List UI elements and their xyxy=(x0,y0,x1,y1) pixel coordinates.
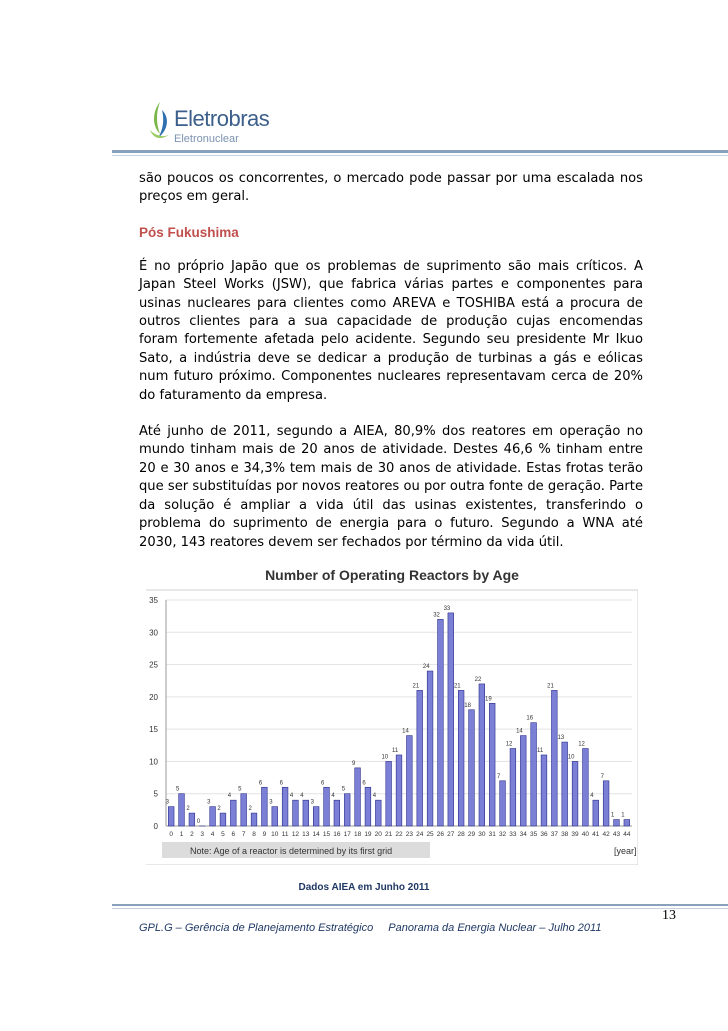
x-tick-label: 7 xyxy=(241,831,246,838)
bar-value-label: 14 xyxy=(516,728,523,735)
bar xyxy=(593,800,599,826)
chart-title: Number of Operating Reactors by Age xyxy=(265,567,519,583)
bar-value-label: 6 xyxy=(362,780,366,787)
bar-value-label: 22 xyxy=(474,676,482,683)
footer-report-title: Panorama da Energia Nuclear – Julho 2011 xyxy=(388,922,602,934)
bar-value-label: 4 xyxy=(289,793,294,800)
bar xyxy=(168,807,174,826)
x-tick-label: 8 xyxy=(252,831,256,838)
leaf-logo-icon xyxy=(146,100,174,144)
x-tick-label: 36 xyxy=(540,831,548,838)
bar xyxy=(179,794,185,826)
bar xyxy=(251,813,257,826)
bar xyxy=(396,755,402,826)
x-tick-label: 15 xyxy=(322,831,331,838)
bar-value-label: 6 xyxy=(320,780,325,787)
x-tick-label: 34 xyxy=(519,831,527,838)
bar xyxy=(282,787,288,826)
x-tick-label: 1 xyxy=(179,831,184,838)
x-tick-label: 22 xyxy=(395,831,403,838)
x-axis-label: [year] xyxy=(614,846,637,856)
bar xyxy=(313,807,319,826)
x-tick-label: 40 xyxy=(581,831,590,838)
bar-value-label: 1 xyxy=(610,812,615,819)
bar xyxy=(262,787,268,826)
chart-caption: Dados AIEA em Junho 2011 xyxy=(298,882,430,893)
bar-value-label: 4 xyxy=(300,793,304,800)
bar xyxy=(551,690,557,826)
bar xyxy=(603,781,609,826)
page-number: 13 xyxy=(662,908,676,923)
bar-value-label: 6 xyxy=(279,780,283,787)
x-tick-label: 3 xyxy=(200,831,205,838)
bar xyxy=(324,787,330,826)
y-tick-label: 0 xyxy=(153,822,158,831)
footer-rule xyxy=(112,904,728,906)
bar xyxy=(531,723,537,826)
bar xyxy=(520,736,526,826)
bar xyxy=(489,703,495,826)
bar-value-label: 4 xyxy=(227,793,232,800)
bar-value-label: 5 xyxy=(341,786,346,793)
bar xyxy=(220,813,226,826)
bar xyxy=(541,755,547,826)
bar-value-label: 33 xyxy=(443,605,451,612)
header-rule xyxy=(112,150,728,153)
bar-value-label: 19 xyxy=(485,696,492,703)
x-tick-label: 16 xyxy=(333,831,341,838)
bar-value-label: 2 xyxy=(186,806,190,813)
x-tick-label: 4 xyxy=(210,831,215,838)
footer-rule-thin xyxy=(112,908,728,909)
bar-value-label: 21 xyxy=(412,683,420,690)
x-tick-label: 26 xyxy=(436,831,445,838)
x-tick-label: 14 xyxy=(312,831,320,838)
bar-value-label: 6 xyxy=(258,780,263,787)
paragraph-jsw: É no próprio Japão que os problemas de suprimento são mais críticos. A Japan Steel Works (JSW), que fabrica várias partes e componentes para usinas nucleares para clientes como AREVA e TOSHIBA está a procura de outros clientes para a sua capacidade de produção cujas encomendas foram fortemente afetada pelo acidente. Segundo seu presidente Mr Ikuo Sato, a indústria deve se dedicar a produção de turbinas a gás e eólicas num futuro próximo. Componentes nucleares representavam cerca de 20% do faturamento da empresa. xyxy=(139,258,643,403)
bar xyxy=(355,768,361,826)
x-tick-label: 12 xyxy=(291,831,300,838)
bar xyxy=(510,749,516,826)
bar xyxy=(344,794,350,826)
bar-value-label: 11 xyxy=(537,747,544,754)
x-tick-label: 35 xyxy=(530,831,538,838)
bar-value-label: 9 xyxy=(352,760,356,767)
bar xyxy=(407,736,413,826)
x-tick-label: 9 xyxy=(262,831,267,838)
bar xyxy=(189,813,195,826)
bar xyxy=(624,820,630,826)
y-tick-label: 30 xyxy=(149,628,158,638)
bar xyxy=(572,761,578,826)
x-tick-label: 18 xyxy=(353,831,362,838)
x-tick-label: 33 xyxy=(509,831,517,838)
bar-value-label: 7 xyxy=(497,773,501,780)
bar-value-label: 4 xyxy=(590,793,594,800)
x-tick-label: 21 xyxy=(385,831,393,838)
footer-department: GPL.G – Gerência de Planejamento Estratégico xyxy=(139,922,374,934)
bar xyxy=(241,794,247,826)
section-heading: Pós Fukushima xyxy=(139,224,239,240)
bar-value-label: 10 xyxy=(567,754,575,761)
bar xyxy=(583,749,589,826)
x-tick-label: 17 xyxy=(343,831,351,838)
x-tick-label: 11 xyxy=(281,831,289,838)
x-tick-label: 43 xyxy=(612,831,621,838)
x-tick-label: 19 xyxy=(364,831,372,838)
bar-value-label: 7 xyxy=(600,773,604,780)
bar xyxy=(303,800,309,826)
y-tick-label: 5 xyxy=(153,789,158,799)
x-tick-label: 39 xyxy=(571,831,579,838)
bar-value-label: 16 xyxy=(526,715,534,722)
x-tick-label: 38 xyxy=(561,831,569,838)
x-tick-label: 30 xyxy=(478,831,486,838)
bar xyxy=(386,761,392,826)
company-logo xyxy=(146,100,286,152)
bar-value-label: 18 xyxy=(464,702,471,709)
x-tick-label: 24 xyxy=(416,831,424,838)
bar-value-label: 3 xyxy=(310,799,314,806)
header-rule-thin xyxy=(112,155,728,156)
bar-value-label: 11 xyxy=(392,747,399,754)
bar-value-label: 5 xyxy=(238,786,242,793)
bar xyxy=(448,613,454,826)
bar xyxy=(614,820,620,826)
bar-value-label: 12 xyxy=(505,741,513,748)
bar xyxy=(334,800,340,826)
x-tick-label: 25 xyxy=(426,831,434,838)
document-body xyxy=(139,170,643,552)
bar xyxy=(365,787,371,826)
bar xyxy=(427,671,433,826)
bar-value-label: 3 xyxy=(165,799,170,806)
x-tick-label: 29 xyxy=(467,831,476,838)
bar xyxy=(438,619,444,826)
x-tick-label: 6 xyxy=(231,831,236,838)
y-tick-label: 25 xyxy=(149,660,158,670)
x-tick-label: 10 xyxy=(271,831,279,838)
x-tick-label: 37 xyxy=(550,831,558,838)
bar xyxy=(210,807,216,826)
bar-value-label: 2 xyxy=(248,806,252,813)
bar-value-label: 10 xyxy=(381,754,389,761)
bar xyxy=(272,807,278,826)
bar xyxy=(230,800,236,826)
bar xyxy=(375,800,381,826)
bar-value-label: 21 xyxy=(453,683,461,690)
bar-value-label: 24 xyxy=(422,664,430,671)
x-tick-label: 0 xyxy=(169,831,173,838)
x-tick-label: 41 xyxy=(592,831,600,838)
bar-value-label: 4 xyxy=(331,793,335,800)
y-tick-label: 20 xyxy=(149,692,158,702)
x-tick-label: 44 xyxy=(623,831,631,838)
bar-value-label: 13 xyxy=(557,735,565,742)
footer-text xyxy=(139,922,601,934)
bar xyxy=(562,742,568,826)
bar-value-label: 5 xyxy=(176,786,180,793)
x-tick-label: 28 xyxy=(457,831,465,838)
x-tick-label: 23 xyxy=(405,831,413,838)
bar-value-label: 21 xyxy=(547,683,554,690)
bar xyxy=(417,690,423,826)
bar xyxy=(469,710,475,826)
x-tick-label: 32 xyxy=(498,831,507,838)
bar xyxy=(458,690,464,826)
bar-value-label: 3 xyxy=(207,799,211,806)
intro-paragraph: são poucos os concorrentes, o mercado pode passar por uma escalada nos preços em geral. xyxy=(139,171,643,205)
x-tick-label: 31 xyxy=(488,831,496,838)
y-tick-label: 15 xyxy=(149,725,158,735)
x-tick-label: 2 xyxy=(190,831,194,838)
reactor-age-chart xyxy=(146,560,638,865)
x-tick-label: 13 xyxy=(302,831,310,838)
bar-value-label: 1 xyxy=(621,812,625,819)
bar-value-label: 32 xyxy=(433,612,440,619)
paragraph-aiea: Até junho de 2011, segundo a AIEA, 80,9% dos reatores em operação no mundo tinham mais de 20 anos de atividade. Destes 46,6 % tinham entre 20 e 30 anos e 34,3% tem mais de 30 anos de atividade. Estas frotas terão que ser substituídas por novos reatores ou por outra fonte de geração. Parte da solução é ampliar a vida útil das usinas existentes, transferindo o problema do suprimento de energia para o futuro. Segundo a WNA até 2030, 143 reatores devem ser fechados por término da vida útil. xyxy=(139,424,643,550)
bar-value-label: 0 xyxy=(196,819,201,825)
x-tick-label: 20 xyxy=(374,831,382,838)
x-tick-label: 42 xyxy=(602,831,610,838)
bar xyxy=(500,781,506,826)
chart-svg xyxy=(146,560,638,865)
bar-value-label: 12 xyxy=(578,741,585,748)
brand-name: Eletrobras xyxy=(174,106,270,131)
y-tick-label: 35 xyxy=(149,596,158,605)
chart-note: Note: Age of a reactor is determined by its first grid xyxy=(190,846,393,856)
bar xyxy=(293,800,299,826)
bar-value-label: 4 xyxy=(372,793,377,800)
x-tick-label: 5 xyxy=(221,831,225,838)
bar-value-label: 14 xyxy=(402,728,409,735)
bar-value-label: 3 xyxy=(269,799,273,806)
bar-value-label: 2 xyxy=(217,806,221,813)
y-tick-label: 10 xyxy=(149,757,158,767)
x-tick-label: 27 xyxy=(447,831,455,838)
bar xyxy=(479,684,485,826)
brand-subname: Eletronuclear xyxy=(174,133,239,145)
